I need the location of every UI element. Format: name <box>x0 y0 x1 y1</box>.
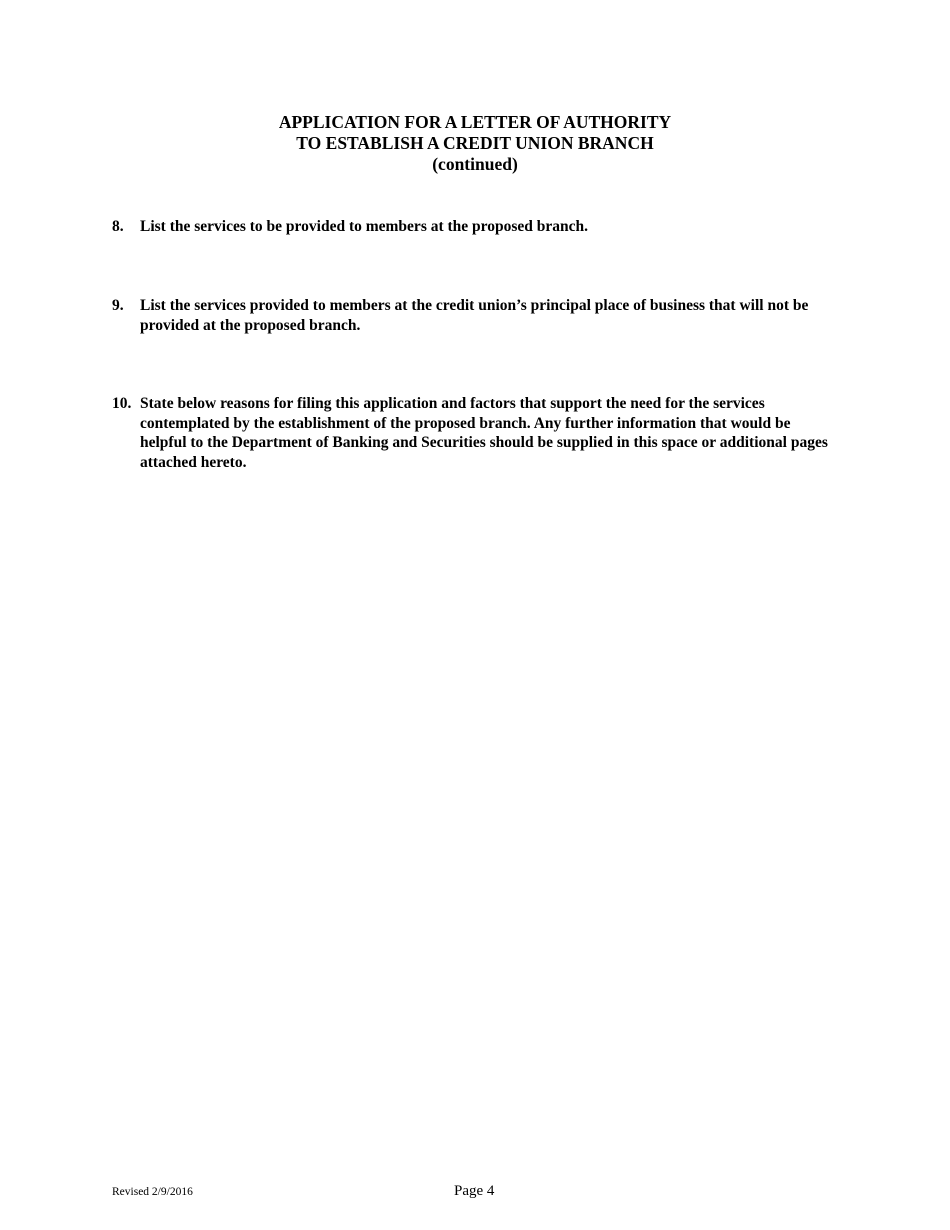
question-8 <box>112 217 832 237</box>
question-text: List the services provided to members at the credit union’s principal place of business that will not be provided at the proposed branch. <box>140 297 809 334</box>
question-text: State below reasons for filing this application and factors that support the need for the services contemplated by the establishment of the proposed branch. Any further information that would be helpful to the Department of Banking and Securities should be supplied in this space or additional pages attached hereto. <box>140 395 828 472</box>
question-10 <box>112 394 832 473</box>
question-text: List the services to be provided to members at the proposed branch. <box>140 218 589 235</box>
question-number: 10. <box>112 395 132 412</box>
title-line-3: (continued) <box>432 154 518 174</box>
title-line-1: APPLICATION FOR A LETTER OF AUTHORITY <box>278 112 672 132</box>
revised-date: Revised 2/9/2016 <box>112 1186 193 1198</box>
question-number: 8. <box>112 218 124 235</box>
question-number: 9. <box>112 297 124 314</box>
page-number: Page 4 <box>454 1183 495 1199</box>
page-title <box>0 112 950 175</box>
title-line-2: TO ESTABLISH A CREDIT UNION BRANCH <box>296 133 654 153</box>
question-9 <box>112 296 832 335</box>
